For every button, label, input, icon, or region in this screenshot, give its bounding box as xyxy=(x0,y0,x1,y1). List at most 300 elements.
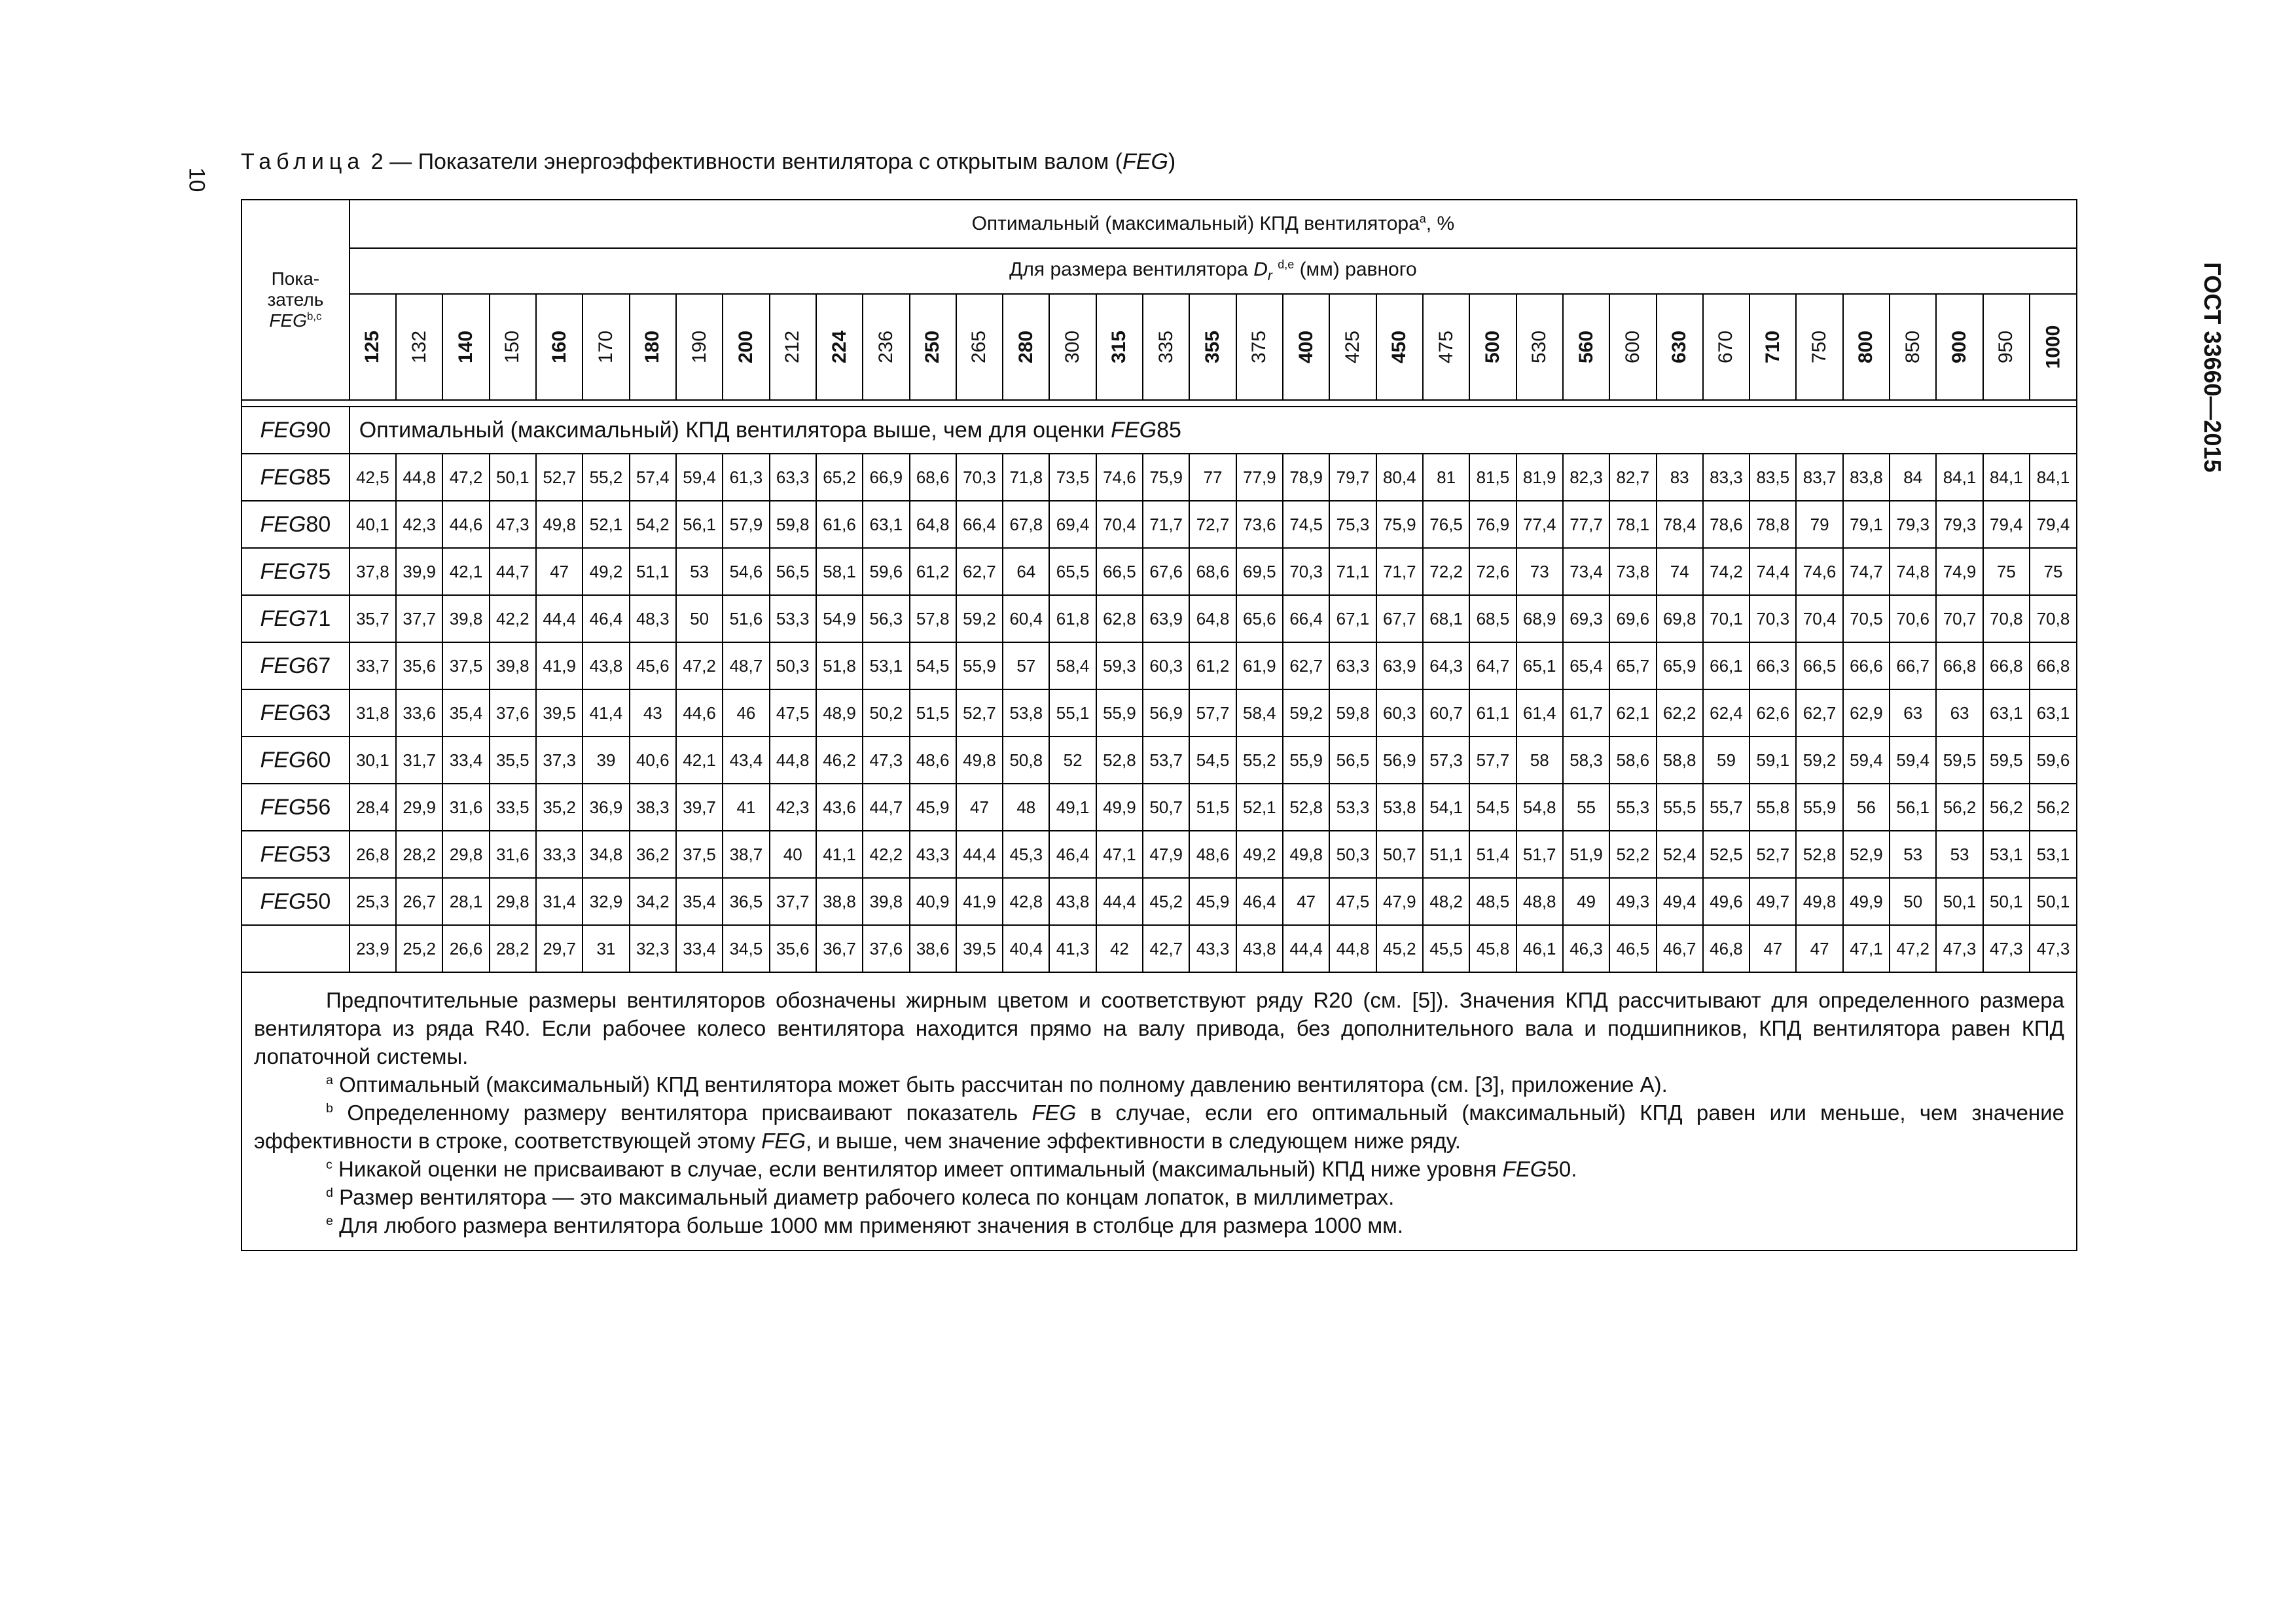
value-cell: 43,8 xyxy=(1236,925,1283,972)
feg90-label-num: 90 xyxy=(306,417,331,443)
value-cell: 78,9 xyxy=(1283,454,1329,501)
value-cell: 48 xyxy=(1003,784,1049,831)
size-cell xyxy=(723,294,769,400)
feg-label xyxy=(242,454,350,501)
value-cell: 71,7 xyxy=(1376,548,1423,595)
value-cell: 53,8 xyxy=(1003,689,1049,737)
value-cell: 53 xyxy=(1936,831,1982,878)
feg-label-prefix: FEG xyxy=(260,747,306,773)
note-b-text1: Определенному размеру вентилятора присваивают показатель xyxy=(333,1101,1032,1125)
value-cell: 53,3 xyxy=(770,595,816,642)
feg-label xyxy=(242,689,350,737)
value-cell: 77,4 xyxy=(1516,501,1563,548)
feg90-text xyxy=(350,407,2077,454)
value-cell: 72,2 xyxy=(1423,548,1469,595)
size-cell xyxy=(1329,294,1376,400)
note-c-num: 50. xyxy=(1547,1157,1577,1181)
value-cell: 61,6 xyxy=(816,501,863,548)
value-cell: 55,2 xyxy=(583,454,629,501)
size-label: 335 xyxy=(1155,330,1177,364)
size-cell xyxy=(956,294,1003,400)
size-cell xyxy=(442,294,489,400)
value-cell: 79,7 xyxy=(1329,454,1376,501)
table-caption xyxy=(241,149,1175,175)
table-row xyxy=(242,925,2077,972)
size-label: 224 xyxy=(828,330,850,364)
separator-row xyxy=(242,400,2077,407)
value-cell: 47 xyxy=(956,784,1003,831)
size-header-suffix: (мм) равного xyxy=(1294,258,1417,280)
value-cell: 25,3 xyxy=(350,878,396,925)
value-cell: 37,7 xyxy=(396,595,442,642)
table-row xyxy=(242,878,2077,925)
feg-label-number: 63 xyxy=(306,700,331,725)
value-cell: 73,6 xyxy=(1236,501,1283,548)
value-cell: 47,3 xyxy=(863,737,909,784)
value-cell: 66,5 xyxy=(1096,548,1143,595)
value-cell: 69,8 xyxy=(1657,595,1703,642)
value-cell: 61,7 xyxy=(1563,689,1609,737)
value-cell: 62,2 xyxy=(1657,689,1703,737)
value-cell: 70,4 xyxy=(1096,501,1143,548)
value-cell: 53,1 xyxy=(1983,831,2030,878)
standard-code: ГОСТ 33660—2015 xyxy=(2199,262,2226,473)
value-cell: 29,9 xyxy=(396,784,442,831)
feg-label xyxy=(242,595,350,642)
value-cell: 52,7 xyxy=(1749,831,1796,878)
size-label: 900 xyxy=(1948,330,1971,364)
size-header-sub: r xyxy=(1267,268,1272,283)
value-cell: 58,8 xyxy=(1657,737,1703,784)
value-cell: 45,2 xyxy=(1143,878,1189,925)
feg-label xyxy=(242,784,350,831)
note-b-text2: в случае, если его оптимальный (максимальный) КПД равен или меньше, чем значение эффективности в строке, соответствующей этому xyxy=(254,1101,2064,1153)
value-cell: 55,7 xyxy=(1703,784,1749,831)
value-cell: 32,9 xyxy=(583,878,629,925)
efficiency-header-tail: , % xyxy=(1426,213,1455,234)
value-cell: 42 xyxy=(1096,925,1143,972)
size-cell xyxy=(770,294,816,400)
feg-label-number: 75 xyxy=(306,558,331,584)
size-label: 850 xyxy=(1901,330,1924,364)
value-cell: 47,1 xyxy=(1843,925,1890,972)
size-cell xyxy=(1049,294,1096,400)
feg-label xyxy=(242,831,350,878)
value-cell: 47 xyxy=(1283,878,1329,925)
value-cell: 74,2 xyxy=(1703,548,1749,595)
value-cell: 57,7 xyxy=(1189,689,1236,737)
size-cell xyxy=(1469,294,1516,400)
value-cell: 37,3 xyxy=(536,737,583,784)
value-cell: 33,5 xyxy=(490,784,536,831)
value-cell: 66,8 xyxy=(2030,642,2077,689)
value-cell: 42,8 xyxy=(1003,878,1049,925)
value-cell: 65,9 xyxy=(1657,642,1703,689)
value-cell: 28,1 xyxy=(442,878,489,925)
value-cell: 35,4 xyxy=(442,689,489,737)
note-b-mark: b xyxy=(326,1101,334,1116)
value-cell: 52,1 xyxy=(1236,784,1283,831)
value-cell: 59,5 xyxy=(1983,737,2030,784)
value-cell: 43,6 xyxy=(816,784,863,831)
value-cell: 45,5 xyxy=(1423,925,1469,972)
size-label: 180 xyxy=(641,330,664,364)
value-cell: 82,7 xyxy=(1609,454,1656,501)
value-cell: 52,7 xyxy=(956,689,1003,737)
value-cell: 51,4 xyxy=(1469,831,1516,878)
value-cell: 74,8 xyxy=(1890,548,1936,595)
value-cell: 45,9 xyxy=(910,784,956,831)
value-cell: 38,3 xyxy=(630,784,676,831)
size-label: 300 xyxy=(1062,330,1084,364)
value-cell: 44,6 xyxy=(442,501,489,548)
size-label: 355 xyxy=(1202,330,1224,364)
value-cell: 59,8 xyxy=(1329,689,1376,737)
feg-label xyxy=(242,878,350,925)
value-cell: 70,5 xyxy=(1843,595,1890,642)
value-cell: 63 xyxy=(1890,689,1936,737)
value-cell: 28,2 xyxy=(490,925,536,972)
value-cell: 55,5 xyxy=(1657,784,1703,831)
value-cell: 65,7 xyxy=(1609,642,1656,689)
value-cell: 55,3 xyxy=(1609,784,1656,831)
note-a-mark: a xyxy=(326,1073,334,1087)
value-cell: 72,7 xyxy=(1189,501,1236,548)
value-cell: 62,1 xyxy=(1609,689,1656,737)
size-label: 750 xyxy=(1808,330,1831,364)
value-cell: 56,2 xyxy=(2030,784,2077,831)
value-cell: 31 xyxy=(583,925,629,972)
value-cell: 65,6 xyxy=(1236,595,1283,642)
size-cell xyxy=(536,294,583,400)
value-cell: 56,1 xyxy=(1890,784,1936,831)
value-cell: 44,7 xyxy=(490,548,536,595)
value-cell: 78,1 xyxy=(1609,501,1656,548)
value-cell: 73,4 xyxy=(1563,548,1609,595)
feg-label-prefix: FEG xyxy=(260,464,306,490)
value-cell: 59,2 xyxy=(956,595,1003,642)
value-cell: 60,3 xyxy=(1376,689,1423,737)
value-cell: 49,1 xyxy=(1049,784,1096,831)
value-cell: 44,4 xyxy=(956,831,1003,878)
size-label: 600 xyxy=(1621,330,1643,364)
value-cell: 47,5 xyxy=(770,689,816,737)
value-cell: 44,8 xyxy=(396,454,442,501)
size-label: 150 xyxy=(501,330,524,364)
value-cell: 44,8 xyxy=(1329,925,1376,972)
value-cell: 81 xyxy=(1423,454,1469,501)
value-cell: 80,4 xyxy=(1376,454,1423,501)
value-cell: 75,9 xyxy=(1376,501,1423,548)
size-label: 475 xyxy=(1435,330,1457,364)
value-cell: 40,6 xyxy=(630,737,676,784)
value-cell: 55,8 xyxy=(1749,784,1796,831)
value-cell: 42,1 xyxy=(442,548,489,595)
value-cell: 39,8 xyxy=(442,595,489,642)
value-cell: 50,2 xyxy=(863,689,909,737)
feg90-text-main: Оптимальный (максимальный) КПД вентилятора выше, чем для оценки xyxy=(359,417,1111,443)
value-cell: 44,4 xyxy=(536,595,583,642)
value-cell: 65,4 xyxy=(1563,642,1609,689)
value-cell: 58 xyxy=(1516,737,1563,784)
value-cell: 72,6 xyxy=(1469,548,1516,595)
value-cell: 63,1 xyxy=(863,501,909,548)
feg-label-prefix: FEG xyxy=(260,841,306,867)
value-cell: 36,9 xyxy=(583,784,629,831)
indicator-header-line2: затель xyxy=(267,289,324,310)
value-cell: 49,8 xyxy=(956,737,1003,784)
value-cell: 51,8 xyxy=(816,642,863,689)
value-cell: 48,9 xyxy=(816,689,863,737)
value-cell: 50,1 xyxy=(1936,878,1982,925)
note-a xyxy=(254,1070,2064,1099)
value-cell: 30,1 xyxy=(350,737,396,784)
table-row xyxy=(242,548,2077,595)
size-label: 560 xyxy=(1575,330,1597,364)
value-cell: 41,9 xyxy=(536,642,583,689)
value-cell: 58,6 xyxy=(1609,737,1656,784)
value-cell: 53,3 xyxy=(1329,784,1376,831)
table-row xyxy=(242,784,2077,831)
size-cell xyxy=(1936,294,1982,400)
value-cell: 49,4 xyxy=(1657,878,1703,925)
value-cell: 48,2 xyxy=(1423,878,1469,925)
value-cell: 74,7 xyxy=(1843,548,1890,595)
value-cell: 61,2 xyxy=(910,548,956,595)
size-label: 375 xyxy=(1248,330,1270,364)
value-cell: 54,8 xyxy=(1516,784,1563,831)
value-cell: 83,5 xyxy=(1749,454,1796,501)
value-cell: 56,1 xyxy=(676,501,723,548)
size-cell xyxy=(1609,294,1656,400)
feg-label-prefix: FEG xyxy=(260,794,306,820)
value-cell: 42,2 xyxy=(490,595,536,642)
value-cell: 61,8 xyxy=(1049,595,1096,642)
value-cell: 38,7 xyxy=(723,831,769,878)
value-cell: 46,4 xyxy=(1236,878,1283,925)
value-cell: 42,5 xyxy=(350,454,396,501)
value-cell: 54,5 xyxy=(910,642,956,689)
value-cell: 46,2 xyxy=(816,737,863,784)
value-cell: 54,5 xyxy=(1189,737,1236,784)
value-cell: 77,9 xyxy=(1236,454,1283,501)
value-cell: 55,9 xyxy=(1096,689,1143,737)
value-cell: 59,5 xyxy=(1936,737,1982,784)
size-label: 950 xyxy=(1995,330,2017,364)
value-cell: 42,2 xyxy=(863,831,909,878)
size-cell xyxy=(1516,294,1563,400)
value-cell: 50,7 xyxy=(1376,831,1423,878)
value-cell: 50,8 xyxy=(1003,737,1049,784)
size-label: 190 xyxy=(688,330,710,364)
value-cell: 47,3 xyxy=(1983,925,2030,972)
value-cell: 29,8 xyxy=(442,831,489,878)
value-cell: 25,2 xyxy=(396,925,442,972)
value-cell: 68,9 xyxy=(1516,595,1563,642)
value-cell: 37,6 xyxy=(863,925,909,972)
value-cell: 56,3 xyxy=(863,595,909,642)
feg-label-number: 53 xyxy=(306,841,331,867)
value-cell: 51,1 xyxy=(630,548,676,595)
value-cell: 49,3 xyxy=(1609,878,1656,925)
value-cell: 41,3 xyxy=(1049,925,1096,972)
size-label: 280 xyxy=(1014,330,1037,364)
size-cell xyxy=(1423,294,1469,400)
size-cell xyxy=(1890,294,1936,400)
value-cell: 45,9 xyxy=(1189,878,1236,925)
value-cell: 58,3 xyxy=(1563,737,1609,784)
value-cell: 79,1 xyxy=(1843,501,1890,548)
value-cell: 68,6 xyxy=(1189,548,1236,595)
size-cell xyxy=(630,294,676,400)
value-cell: 77,7 xyxy=(1563,501,1609,548)
page-number: 10 xyxy=(184,167,209,192)
value-cell: 50,3 xyxy=(1329,831,1376,878)
efficiency-header-text: Оптимальный (максимальный) КПД вентилятора xyxy=(971,213,1420,234)
value-cell: 52,8 xyxy=(1096,737,1143,784)
table-row xyxy=(242,501,2077,548)
size-cell xyxy=(490,294,536,400)
value-cell: 54,6 xyxy=(723,548,769,595)
value-cell: 45,3 xyxy=(1003,831,1049,878)
size-label: 132 xyxy=(408,330,430,364)
value-cell: 70,7 xyxy=(1936,595,1982,642)
value-cell: 51,5 xyxy=(910,689,956,737)
value-cell: 69,3 xyxy=(1563,595,1609,642)
feg-label-number: 60 xyxy=(306,747,331,773)
size-cell xyxy=(1236,294,1283,400)
value-cell: 78,6 xyxy=(1703,501,1749,548)
value-cell: 63,1 xyxy=(1983,689,2030,737)
value-cell: 54,5 xyxy=(1469,784,1516,831)
value-cell: 74,9 xyxy=(1936,548,1982,595)
size-cell xyxy=(1796,294,1842,400)
value-cell: 31,8 xyxy=(350,689,396,737)
value-cell: 71,7 xyxy=(1143,501,1189,548)
feg-table xyxy=(241,199,2077,1251)
value-cell: 26,7 xyxy=(396,878,442,925)
value-cell: 75,9 xyxy=(1143,454,1189,501)
value-cell: 69,5 xyxy=(1236,548,1283,595)
size-cell xyxy=(1703,294,1749,400)
size-cell xyxy=(1376,294,1423,400)
value-cell: 84,1 xyxy=(1983,454,2030,501)
value-cell: 51,5 xyxy=(1189,784,1236,831)
size-cell xyxy=(1843,294,1890,400)
value-cell: 49,9 xyxy=(1096,784,1143,831)
value-cell: 39,7 xyxy=(676,784,723,831)
value-cell: 39 xyxy=(583,737,629,784)
size-cell xyxy=(1003,294,1049,400)
note-d xyxy=(254,1183,2064,1211)
value-cell: 35,7 xyxy=(350,595,396,642)
feg-label xyxy=(242,737,350,784)
value-cell: 66,8 xyxy=(1983,642,2030,689)
feg-label-number: 71 xyxy=(306,606,331,631)
value-cell: 57,8 xyxy=(910,595,956,642)
feg90-label xyxy=(242,407,350,454)
value-cell: 83,8 xyxy=(1843,454,1890,501)
feg-label-prefix: FEG xyxy=(260,511,306,537)
value-cell: 28,4 xyxy=(350,784,396,831)
value-cell: 66,3 xyxy=(1749,642,1796,689)
value-cell: 49,7 xyxy=(1749,878,1796,925)
note-e xyxy=(254,1211,2064,1239)
value-cell: 74,5 xyxy=(1283,501,1329,548)
feg-label xyxy=(242,642,350,689)
value-cell: 26,6 xyxy=(442,925,489,972)
value-cell: 79 xyxy=(1796,501,1842,548)
value-cell: 50,1 xyxy=(1983,878,2030,925)
table-row xyxy=(242,454,2077,501)
value-cell: 55 xyxy=(1563,784,1609,831)
value-cell: 33,4 xyxy=(676,925,723,972)
value-cell: 43 xyxy=(630,689,676,737)
value-cell: 63,9 xyxy=(1376,642,1423,689)
value-cell: 42,3 xyxy=(396,501,442,548)
value-cell: 56,2 xyxy=(1936,784,1982,831)
value-cell: 48,5 xyxy=(1469,878,1516,925)
value-cell: 35,6 xyxy=(396,642,442,689)
value-cell: 52,8 xyxy=(1283,784,1329,831)
size-cell xyxy=(1657,294,1703,400)
value-cell: 44,8 xyxy=(770,737,816,784)
feg-label-number: 56 xyxy=(306,794,331,820)
separator-cell xyxy=(242,400,2077,407)
caption-feg: FEG xyxy=(1122,149,1168,174)
value-cell: 57,3 xyxy=(1423,737,1469,784)
feg90-text-num: 85 xyxy=(1157,417,1181,443)
value-cell: 66,4 xyxy=(956,501,1003,548)
value-cell: 49,9 xyxy=(1843,878,1890,925)
size-cell xyxy=(2030,294,2077,400)
value-cell: 57,4 xyxy=(630,454,676,501)
size-cell xyxy=(1983,294,2030,400)
value-cell: 31,6 xyxy=(442,784,489,831)
note-c-text: Никакой оценки не присваивают в случае, если вентилятор имеет оптимальный (максимальный) КПД ниже уровня xyxy=(332,1157,1503,1181)
size-cell xyxy=(1749,294,1796,400)
value-cell: 76,5 xyxy=(1423,501,1469,548)
value-cell: 39,9 xyxy=(396,548,442,595)
note-e-mark: e xyxy=(326,1214,334,1228)
value-cell: 43,8 xyxy=(583,642,629,689)
size-label: 400 xyxy=(1295,330,1317,364)
value-cell: 52,1 xyxy=(583,501,629,548)
value-cell: 47,2 xyxy=(676,642,723,689)
size-label: 265 xyxy=(968,330,990,364)
size-header xyxy=(350,248,2077,294)
value-cell: 33,3 xyxy=(536,831,583,878)
size-header-sup: d,e xyxy=(1278,257,1295,271)
value-cell: 61,3 xyxy=(723,454,769,501)
value-cell: 79,4 xyxy=(1983,501,2030,548)
value-cell: 70,8 xyxy=(2030,595,2077,642)
value-cell: 74,6 xyxy=(1796,548,1842,595)
value-cell: 53,7 xyxy=(1143,737,1189,784)
value-cell: 31,6 xyxy=(490,831,536,878)
feg-label xyxy=(242,501,350,548)
value-cell: 43,8 xyxy=(1049,878,1096,925)
value-cell: 78,4 xyxy=(1657,501,1703,548)
value-cell: 37,8 xyxy=(350,548,396,595)
value-cell: 54,2 xyxy=(630,501,676,548)
value-cell: 59,2 xyxy=(1796,737,1842,784)
size-label: 450 xyxy=(1388,330,1410,364)
value-cell: 52,4 xyxy=(1657,831,1703,878)
value-cell: 84,1 xyxy=(1936,454,1982,501)
size-cell xyxy=(583,294,629,400)
value-cell: 33,6 xyxy=(396,689,442,737)
